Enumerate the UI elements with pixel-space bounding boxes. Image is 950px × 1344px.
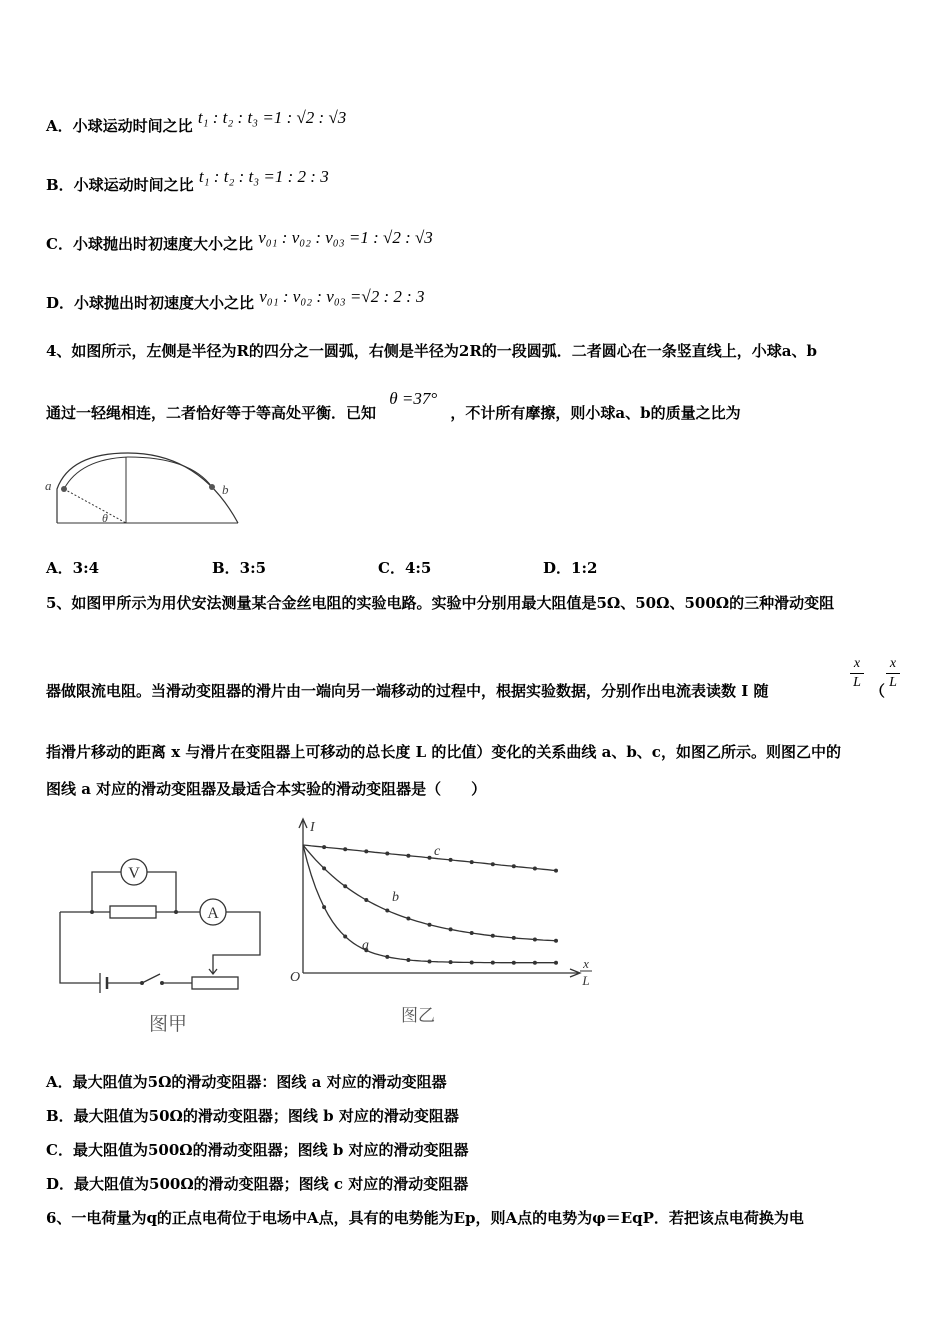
q5-option-c: C．最大阻值为500Ω的滑动变阻器；图线 b 对应的滑动变阻器 bbox=[46, 1141, 469, 1159]
q4-arc-figure bbox=[40, 445, 250, 530]
curve-a-point bbox=[322, 905, 326, 909]
curve-a-point bbox=[470, 961, 474, 965]
q3-option-b bbox=[46, 167, 329, 195]
dashed-radius bbox=[64, 489, 126, 523]
q3-option-a-label: A．小球运动时间之比 bbox=[46, 117, 193, 135]
q5-line2: 器做限流电阻。当滑动变阻器的滑片由一端向另一端移动的过程中，根据实验数据，分别作出电流表读数 I 随 bbox=[46, 682, 769, 700]
fig1-caption: 图甲 bbox=[148, 1014, 188, 1035]
q5-option-b: B．最大阻值为50Ω的滑动变阻器；图线 b 对应的滑动变阻器 bbox=[46, 1107, 459, 1125]
q3-option-b-math: t₁ : t₂ : t₃ =1 : 2 : 3 bbox=[198, 167, 329, 186]
wire-left bbox=[60, 912, 100, 983]
curve-b-point bbox=[449, 927, 453, 931]
q4-line2a: 通过一轻绳相连，二者恰好等于等高处平衡．已知 bbox=[46, 404, 377, 422]
curve-c-point bbox=[322, 845, 326, 849]
switch-contact bbox=[160, 981, 164, 985]
axis-label-L: L bbox=[582, 973, 590, 988]
switch-blade bbox=[142, 974, 160, 983]
curve-c-point bbox=[428, 856, 432, 860]
node-left bbox=[90, 910, 94, 914]
ball-b bbox=[209, 484, 215, 490]
curve-c-point bbox=[533, 867, 537, 871]
q3-option-c-math: v₀₁ : v₀₂ : v₀₃ =1 : √2 : √3 bbox=[258, 228, 433, 247]
frac2-num: x bbox=[889, 656, 897, 671]
q3-option-d bbox=[46, 287, 425, 313]
curve-b-point bbox=[512, 936, 516, 940]
label-a: a bbox=[45, 478, 52, 493]
q5-option-a: A．最大阻值为5Ω的滑动变阻器：图线 a 对应的滑动变阻器 bbox=[46, 1073, 447, 1091]
curve-a-point bbox=[533, 961, 537, 965]
axis-label-x: x bbox=[583, 956, 589, 971]
circuit-figure bbox=[50, 850, 280, 1040]
q5-line4: 图线 a 对应的滑动变阻器及最适合本实验的滑动变阻器是（ ） bbox=[46, 780, 487, 798]
q4-option-b: B．3:5 bbox=[212, 559, 267, 577]
curve-b-point bbox=[470, 931, 474, 935]
curve-a-point bbox=[491, 961, 495, 965]
label-theta: θ bbox=[102, 511, 108, 525]
axis-label-I: I bbox=[310, 820, 315, 835]
q4-line1: 4、如图所示，左侧是半径为R的四分之一圆弧，右侧是半径为2R的一段圆弧．二者圆心在一条竖直线上，小球a、b bbox=[46, 342, 818, 360]
node-right bbox=[174, 910, 178, 914]
curve-c-point bbox=[449, 858, 453, 862]
curve-b-point bbox=[533, 938, 537, 942]
q4-option-a: A．3:4 bbox=[46, 559, 100, 577]
resistor-sample bbox=[110, 906, 156, 918]
curve-b-point bbox=[491, 934, 495, 938]
curve-c-point bbox=[385, 852, 389, 856]
q3-option-b-label: B．小球运动时间之比 bbox=[46, 176, 194, 194]
curve-label-b: b bbox=[392, 890, 399, 905]
curve-b-point bbox=[364, 898, 368, 902]
curve-label-c: c bbox=[434, 844, 441, 859]
ammeter-label: A bbox=[207, 905, 219, 922]
fig2-caption: 图乙 bbox=[401, 1006, 435, 1025]
curve-label-a: a bbox=[362, 938, 369, 953]
curves-group bbox=[303, 845, 558, 965]
label-b: b bbox=[222, 482, 229, 497]
q5-line3: 指滑片移动的距离 x 与滑片在变阻器上可移动的总长度 L 的比值）变化的关系曲线 a、b、c，如图乙所示。则图乙中的 bbox=[46, 743, 841, 761]
curve-c-point bbox=[470, 860, 474, 864]
curve-a-point bbox=[449, 960, 453, 964]
arc-inner bbox=[64, 457, 212, 489]
q4-line2 bbox=[46, 389, 741, 423]
q3-option-c bbox=[46, 228, 433, 254]
q3-option-c-label: C．小球抛出时初速度大小之比 bbox=[46, 235, 253, 253]
q3-option-d-label: D．小球抛出时初速度大小之比 bbox=[46, 294, 255, 312]
q4-line2b: ，不计所有摩擦，则小球a、b的质量之比为 bbox=[450, 404, 741, 422]
curve-a-point bbox=[406, 958, 410, 962]
curve-b-point bbox=[554, 939, 558, 943]
q5-fraction-1 bbox=[850, 656, 864, 691]
switch-pivot bbox=[140, 981, 144, 985]
q5-option-d: D．最大阻值为500Ω的滑动变阻器；图线 c 对应的滑动变阻器 bbox=[46, 1175, 469, 1193]
curve-b-point bbox=[428, 923, 432, 927]
curve-c-point bbox=[554, 869, 558, 873]
curve-a-point bbox=[512, 961, 516, 965]
curve-c-point bbox=[364, 849, 368, 853]
q5-paren: （ bbox=[870, 682, 886, 700]
q4-option-c: C．4:5 bbox=[378, 559, 432, 577]
curve-a bbox=[303, 845, 556, 963]
axis-label-O: O bbox=[290, 970, 301, 985]
curve-c-point bbox=[512, 864, 516, 868]
q5-line1: 5、如图甲所示为用伏安法测量某合金丝电阻的实验电路。实验中分别用最大阻值是5Ω、50Ω、500Ω的三种滑动变阻 bbox=[46, 594, 835, 612]
frac1-num: x bbox=[853, 656, 861, 671]
curve-b-point bbox=[406, 917, 410, 921]
curve-b-point bbox=[343, 884, 347, 888]
q3-option-a-math: t₁ : t₂ : t₃ =1 : √2 : √3 bbox=[197, 108, 347, 127]
q5-fraction-2 bbox=[886, 656, 900, 691]
q4-option-d: D．1:2 bbox=[543, 559, 598, 577]
curve-a-point bbox=[385, 955, 389, 959]
frac2-den: L bbox=[889, 675, 897, 690]
curve-c-point bbox=[491, 862, 495, 866]
curve-b-point bbox=[322, 866, 326, 870]
curve-c-point bbox=[406, 854, 410, 858]
curve-a-point bbox=[343, 935, 347, 939]
q3-option-d-math: v₀₁ : v₀₂ : v₀₃ =√2 : 2 : 3 bbox=[259, 287, 425, 306]
rheostat bbox=[192, 977, 238, 989]
ball-a bbox=[61, 486, 67, 492]
q6-line1: 6、一电荷量为q的正点电荷位于电场中A点，具有的电势能为Ep，则A点的电势为φ＝EqP．若把该点电荷换为电 bbox=[46, 1209, 804, 1227]
voltmeter-label: V bbox=[128, 865, 140, 882]
curve-b-point bbox=[385, 909, 389, 913]
q4-theta: θ =37° bbox=[389, 389, 438, 408]
curve-a-point bbox=[554, 961, 558, 965]
curve-c-point bbox=[343, 847, 347, 851]
frac1-den: L bbox=[853, 675, 861, 690]
graph-figure bbox=[288, 815, 598, 1030]
q3-option-a bbox=[46, 108, 347, 136]
curve-a-point bbox=[428, 960, 432, 964]
wire-right bbox=[213, 912, 260, 974]
